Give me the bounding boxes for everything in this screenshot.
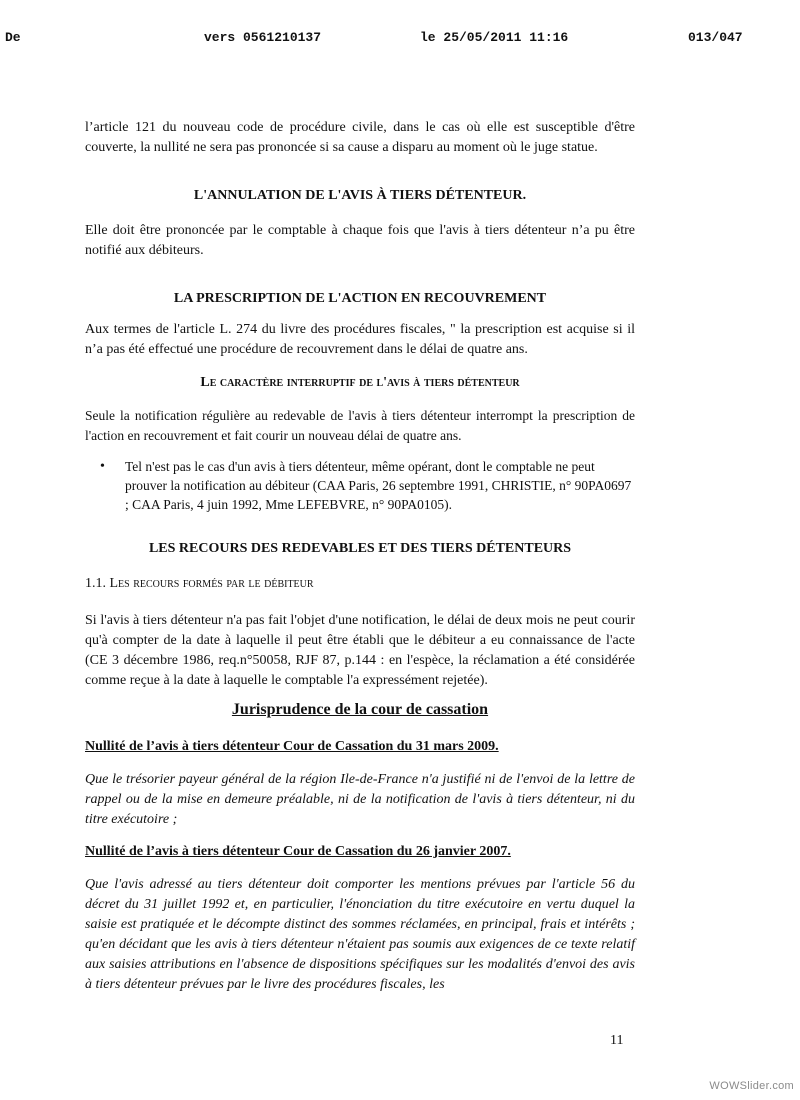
watermark-logo: WOWSlider.com (709, 1080, 794, 1092)
intro-paragraph: l’article 121 du nouveau code de procédure civile, dans le cas où elle est susceptible d'être couverte, la nullité ne sera pas prononcée si sa cause a disparu au moment où le juge statue. (85, 120, 635, 155)
section-text-interruptif: Seule la notification régulière au redevable de l'avis à tiers détenteur interrompt la prescription de l'action en recouvrement et fait courir un nouveau délai de quatre ans. (85, 408, 635, 443)
case-title-2007: Nullité de l’avis à tiers détenteur Cour de Cassation du 26 janvier 2007. (85, 844, 511, 859)
case-text-2009: Que le trésorier payeur général de la région Ile-de-France n'a justifié ni de l'envoi de la lettre de rappel ou de la mise en demeure préalable, ni de la notification de l'avis à tiers détenteur, ni du titre exécutoire ; (85, 772, 635, 827)
section-text-recours: Si l'avis à tiers détenteur n'a pas fait l'objet d'une notification, le délai de deux mois ne peut courir qu'à compter de la date à laquelle il peut être établi que le débiteur a eu connaissance de l'acte (CE 3 décembre 1986, req.n°50058, RJF 87, p.144 : en l'espèce, la réclamation a été considérée comme reçue à la date à laquelle le comptable l'a expressément rejetée). (85, 613, 635, 688)
section-heading-interruptif: Le caractère interruptif de l'avis à tiers détenteur (200, 375, 520, 390)
section-heading-annulation: L'ANNULATION DE L'AVIS À TIERS DÉTENTEUR. (193, 188, 527, 203)
section-heading-recours: LES RECOURS DES REDEVABLES ET DES TIERS DÉTENTEURS (148, 541, 572, 556)
subsection-heading-recours-debiteur: 1.1. Les recours formés par le débiteur (85, 576, 314, 591)
case-text-2007: Que l'avis adressé au tiers détenteur doit comporter les mentions prévues par l'article 56 du décret du 31 juillet 1992 et, en particulier, l'énonciation du titre exécutoire en vertu duquel la saisie est pratiquée et le décompte distinct des sommes réclamées, en principal, frais et intérêts ; qu'en décidant que les avis à tiers détenteur n'étaient pas soumis aux exigences de ce texte relatif aux saisies attributions en l'absence de dispositions spécifiques sur les modalités d'envoi des avis à tiers détenteur prévues par le livre des procédures fiscales, les (85, 877, 635, 992)
section-text-annulation: Elle doit être prononcée par le comptable à chaque fois que l'avis à tiers détenteur n’a pu être notifié aux débiteurs. (85, 223, 635, 258)
fax-recipient-number: vers 0561210137 (204, 30, 322, 45)
bullet-icon: • (100, 459, 105, 474)
bullet-text: Tel n'est pas le cas d'un avis à tiers détenteur, même opérant, dont le comptable ne peut prouver la notification au débiteur (CAA Paris, 26 septembre 1991, CHRISTIE, n° 90PA0697 ; CAA Paris, 4 juin 1992, Mme LEFEBVRE, n° 90PA0105). (125, 459, 632, 512)
page-number: 11 (610, 1033, 624, 1048)
fax-page-counter: 013/047 (688, 30, 743, 45)
jurisprudence-title: Jurisprudence de la cour de cassation (231, 701, 489, 718)
section-heading-prescription: LA PRESCRIPTION DE L'ACTION EN RECOUVREMENT (173, 291, 547, 306)
section-text-prescription: Aux termes de l'article L. 274 du livre des procédures fiscales, " la prescription est acquise si il n’a pas été effectué une procédure de recouvrement dans le délai de quatre ans. (85, 322, 635, 357)
fax-datetime: le 25/05/2011 11:16 (420, 30, 569, 45)
fax-sender: De (5, 30, 21, 45)
case-title-2009: Nullité de l’avis à tiers détenteur Cour de Cassation du 31 mars 2009. (85, 739, 499, 754)
fax-header (0, 30, 800, 50)
